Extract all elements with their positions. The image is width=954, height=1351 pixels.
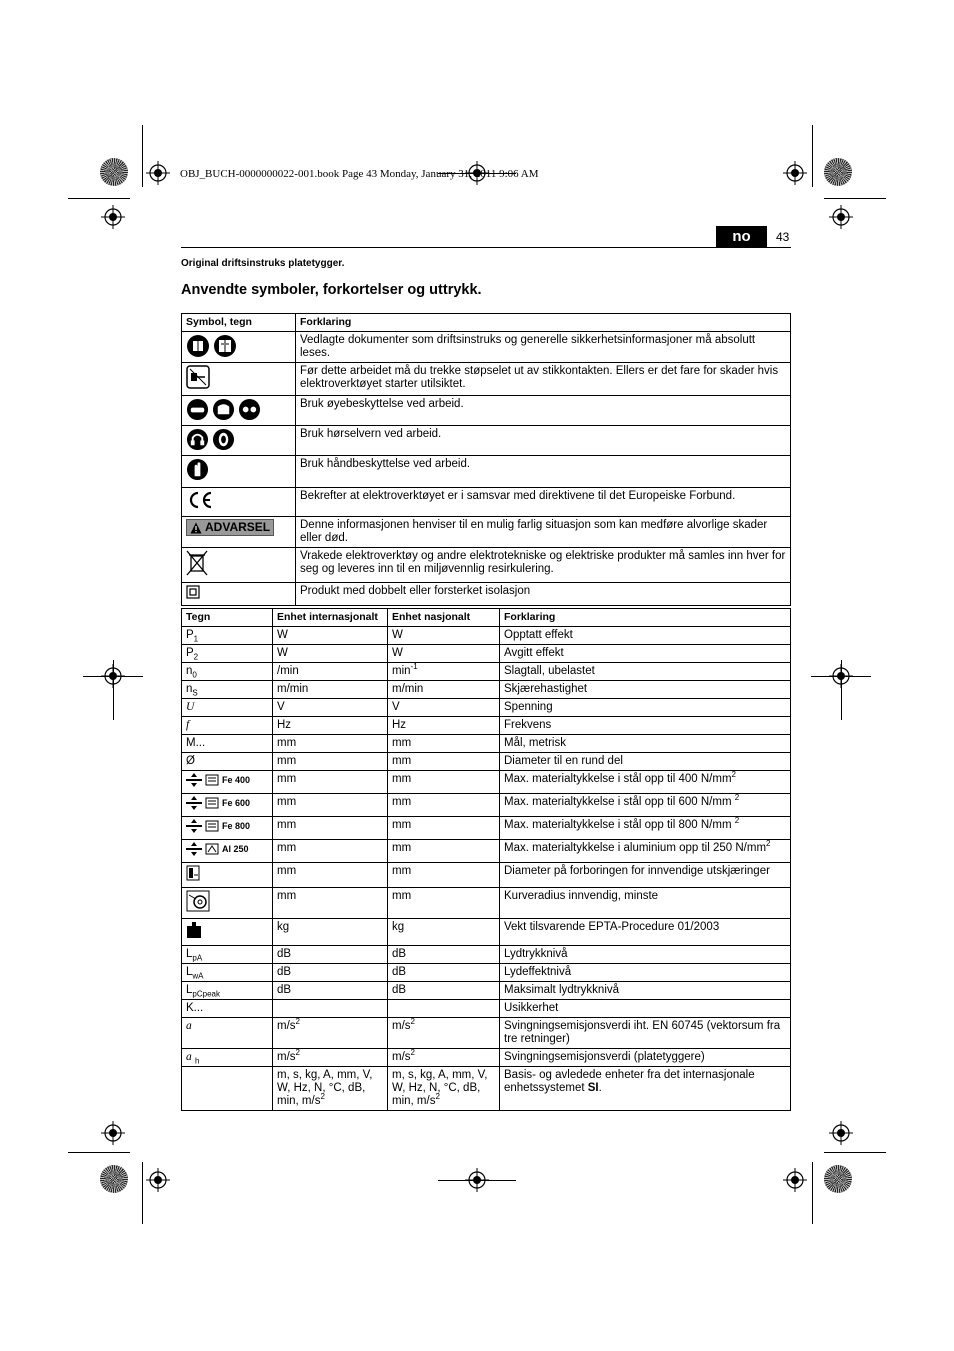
sign bbox=[182, 817, 273, 840]
sign-subscript: 0 bbox=[192, 670, 197, 680]
explanation: Bruk hørselvern ved arbeid. bbox=[296, 426, 791, 456]
unit-nat: mm bbox=[388, 753, 500, 771]
table-row bbox=[182, 396, 791, 426]
weee-bin-icon bbox=[186, 550, 208, 576]
warning-icon bbox=[190, 522, 202, 534]
table-row bbox=[182, 794, 791, 817]
sign-text: P bbox=[186, 647, 194, 659]
table-row bbox=[182, 332, 791, 363]
unit-text: m, s, kg, A, mm, V, W, Hz, N, °C, dB, min, m/s bbox=[392, 1069, 488, 1107]
explanation-superscript: 2 bbox=[734, 816, 740, 826]
unit-nat bbox=[388, 1000, 500, 1018]
ce-mark-icon bbox=[186, 490, 214, 510]
sign bbox=[182, 946, 273, 964]
unit-nat: m/min bbox=[388, 681, 500, 699]
table-row bbox=[182, 964, 791, 982]
explanation: Vekt tilsvarende EPTA-Procedure 01/2003 bbox=[500, 919, 791, 946]
explanation: Opptatt effekt bbox=[500, 627, 791, 645]
material-label: Fe 800 bbox=[222, 820, 251, 831]
registration-mark-icon bbox=[146, 161, 170, 185]
steel-sheet-icon bbox=[205, 819, 219, 833]
explanation: Kurveradius innvendig, minste bbox=[500, 888, 791, 919]
sign bbox=[182, 717, 273, 735]
table-row bbox=[182, 1067, 791, 1111]
curve-radius-icon bbox=[186, 890, 210, 912]
explanation: Skjærehastighet bbox=[500, 681, 791, 699]
unit-nat: dB bbox=[388, 946, 500, 964]
sign bbox=[182, 840, 273, 863]
sign-text: n bbox=[186, 683, 193, 695]
explanation: Maksimalt lydtrykknivå bbox=[500, 982, 791, 1000]
unit-nat bbox=[388, 1049, 500, 1067]
table-header-row bbox=[182, 314, 791, 332]
explanation bbox=[500, 794, 791, 817]
registration-mark-icon bbox=[465, 1168, 489, 1192]
table-row bbox=[182, 946, 791, 964]
unplug-icon bbox=[186, 365, 210, 389]
explanation: Avgitt effekt bbox=[500, 645, 791, 663]
table-row bbox=[182, 583, 791, 606]
material-label: Fe 600 bbox=[222, 797, 251, 808]
unit-intl: mm bbox=[273, 817, 388, 840]
ear-protection-icon bbox=[186, 428, 209, 451]
unit-superscript: 2 bbox=[410, 1048, 415, 1058]
table-row bbox=[182, 771, 791, 794]
explanation-text: Max. materialtykkelse i stål opp til 800 N/mm bbox=[504, 819, 735, 831]
explanation: Frekvens bbox=[500, 717, 791, 735]
double-insulation-icon bbox=[186, 585, 200, 599]
unit-superscript: 2 bbox=[320, 1092, 325, 1102]
sign-subscript: 1 bbox=[193, 634, 199, 644]
si-abbreviation: SI bbox=[587, 1082, 599, 1094]
column-header: Tegn bbox=[182, 609, 273, 627]
sign bbox=[182, 681, 273, 699]
unit-text: m/s bbox=[277, 1020, 296, 1032]
sign: Ø bbox=[182, 753, 273, 771]
explanation: Slagtall, ubelastet bbox=[500, 663, 791, 681]
unit-nat: V bbox=[388, 699, 500, 717]
explanation: Produkt med dobbelt eller forsterket isolasjon bbox=[296, 583, 791, 606]
explanation-text: Max. materialtykkelse i aluminium opp til 250 N/mm bbox=[504, 842, 767, 854]
sign-subscript: 2 bbox=[193, 652, 199, 662]
sign-text: f bbox=[186, 719, 190, 731]
explanation: Diameter til en rund del bbox=[500, 753, 791, 771]
steel-sheet-icon bbox=[205, 773, 219, 787]
thickness-icon bbox=[186, 773, 202, 787]
unit-nat: dB bbox=[388, 964, 500, 982]
language-badge: no bbox=[716, 226, 767, 248]
explanation-text: Basis- og avledede enheter fra det internasjonale enhetssystemet bbox=[504, 1069, 755, 1094]
sign bbox=[182, 771, 273, 794]
unit-intl: dB bbox=[273, 964, 388, 982]
registration-mark-icon bbox=[101, 664, 125, 688]
unit-nat: mm bbox=[388, 817, 500, 840]
unit-intl: mm bbox=[273, 840, 388, 863]
explanation: Svingningsemisjonsverdi iht. EN 60745 (vektorsum fra tre retninger) bbox=[500, 1018, 791, 1049]
unit-superscript: 2 bbox=[435, 1092, 440, 1102]
table-row bbox=[182, 363, 791, 396]
explanation: Denne informasjonen henviser til en mulig farlig situasjon som kan medføre alvorlige skader eller død. bbox=[296, 517, 791, 548]
symbols-table bbox=[181, 313, 791, 606]
sign-text: L bbox=[186, 984, 193, 996]
section-heading: Anvendte symboler, forkortelser og uttrykk. bbox=[181, 282, 482, 298]
table-row bbox=[182, 627, 791, 645]
unit-text: m, s, kg, A, mm, V, W, Hz, N, °C, dB, min, m/s bbox=[277, 1069, 373, 1107]
registration-mark-icon bbox=[101, 205, 125, 229]
explanation-end: . bbox=[598, 1082, 602, 1094]
unit-nat: mm bbox=[388, 863, 500, 888]
document-subtitle: Original driftsinstruks platetygger. bbox=[181, 258, 345, 269]
explanation-text: Max. materialtykkelse i stål opp til 600 N/mm bbox=[504, 796, 735, 808]
column-header: Enhet internasjonalt bbox=[273, 609, 388, 627]
unit-intl bbox=[273, 1000, 388, 1018]
unit-superscript: 2 bbox=[295, 1048, 300, 1058]
ear-protection-side-icon bbox=[212, 428, 235, 451]
table-row bbox=[182, 488, 791, 517]
sign-text: a bbox=[186, 1051, 192, 1063]
column-header: Forklaring bbox=[500, 609, 791, 627]
color-disc-icon bbox=[100, 158, 128, 186]
unit-nat: mm bbox=[388, 888, 500, 919]
book-info: OBJ_BUCH-0000000022-001.book Page 43 Monday, January 31, 2011 9:06 AM bbox=[180, 168, 539, 180]
table-row bbox=[182, 840, 791, 863]
explanation-superscript: 2 bbox=[734, 793, 740, 803]
unit-nat: Hz bbox=[388, 717, 500, 735]
table-row bbox=[182, 645, 791, 663]
unit-intl: mm bbox=[273, 753, 388, 771]
unit-nat: W bbox=[388, 645, 500, 663]
explanation: Svingningsemisjonsverdi (platetyggere) bbox=[500, 1049, 791, 1067]
unit-intl: m/min bbox=[273, 681, 388, 699]
goggles-icon bbox=[238, 398, 261, 421]
explanation: Lydtrykknivå bbox=[500, 946, 791, 964]
table-row bbox=[182, 817, 791, 840]
sign-subscript: wA bbox=[192, 971, 204, 981]
color-disc-icon bbox=[824, 158, 852, 186]
registration-mark-icon bbox=[783, 1168, 807, 1192]
sign-text: P bbox=[186, 629, 194, 641]
material-label: Al 250 bbox=[222, 843, 249, 854]
unit-intl: W bbox=[273, 645, 388, 663]
unit-intl: mm bbox=[273, 794, 388, 817]
table-row bbox=[182, 982, 791, 1000]
unit-intl: dB bbox=[273, 982, 388, 1000]
table-row bbox=[182, 1049, 791, 1067]
registration-mark-icon bbox=[101, 1121, 125, 1145]
unit-superscript: 2 bbox=[410, 1017, 415, 1027]
unit-nat: mm bbox=[388, 794, 500, 817]
explanation bbox=[500, 817, 791, 840]
manual-book-icon bbox=[213, 334, 237, 358]
weight-icon bbox=[186, 921, 202, 939]
explanation-superscript: 2 bbox=[766, 839, 771, 849]
unit-intl: W bbox=[273, 627, 388, 645]
sign bbox=[182, 699, 273, 717]
table-row bbox=[182, 1000, 791, 1018]
thickness-icon bbox=[186, 796, 202, 810]
sign: K... bbox=[182, 1000, 273, 1018]
registration-mark-icon bbox=[829, 664, 853, 688]
unit-superscript: -1 bbox=[410, 662, 418, 672]
sign-subscript: pCpeak bbox=[192, 989, 220, 999]
pre-drill-diameter-icon bbox=[186, 865, 200, 881]
explanation: Bekrefter at elektroverktøyet er i samsvar med direktivene til det Europeiske Forbund. bbox=[296, 488, 791, 517]
unit-nat bbox=[388, 663, 500, 681]
unit-intl bbox=[273, 1067, 388, 1111]
unit-nat: mm bbox=[388, 771, 500, 794]
sign bbox=[182, 964, 273, 982]
unit-text: m/s bbox=[392, 1051, 411, 1063]
unit-nat: dB bbox=[388, 982, 500, 1000]
sign bbox=[182, 1018, 273, 1049]
explanation: Diameter på forboringen for innvendige utskjæringer bbox=[500, 863, 791, 888]
table-row bbox=[182, 426, 791, 456]
unit-intl: Hz bbox=[273, 717, 388, 735]
unit-intl: mm bbox=[273, 735, 388, 753]
unit-nat: mm bbox=[388, 735, 500, 753]
unit-intl: /min bbox=[273, 663, 388, 681]
column-header: Forklaring bbox=[296, 314, 791, 332]
table-row bbox=[182, 548, 791, 583]
unit-intl bbox=[273, 1018, 388, 1049]
table-row bbox=[182, 681, 791, 699]
table-row bbox=[182, 888, 791, 919]
unit-intl: mm bbox=[273, 771, 388, 794]
explanation-superscript: 2 bbox=[731, 770, 736, 780]
explanation: Lydeffektnivå bbox=[500, 964, 791, 982]
unit-intl bbox=[273, 1049, 388, 1067]
unit-intl: mm bbox=[273, 863, 388, 888]
read-manual-icon bbox=[186, 334, 210, 358]
column-header: Symbol, tegn bbox=[182, 314, 296, 332]
explanation: Bruk øyebeskyttelse ved arbeid. bbox=[296, 396, 791, 426]
table-row bbox=[182, 663, 791, 681]
explanation: Mål, metrisk bbox=[500, 735, 791, 753]
sign bbox=[182, 645, 273, 663]
table-row bbox=[182, 517, 791, 548]
explanation: Vedlagte dokumenter som driftsinstruks og generelle sikkerhetsinformasjoner må absolutt leses. bbox=[296, 332, 791, 363]
column-header: Enhet nasjonalt bbox=[388, 609, 500, 627]
table-row bbox=[182, 699, 791, 717]
sign bbox=[182, 794, 273, 817]
unit-superscript: 2 bbox=[295, 1017, 300, 1027]
unit-intl: kg bbox=[273, 919, 388, 946]
sign-text: a bbox=[186, 1020, 192, 1032]
unit-text: min bbox=[392, 665, 411, 677]
sign-subscript: h bbox=[194, 1056, 200, 1066]
sign bbox=[182, 982, 273, 1000]
steel-sheet-icon bbox=[205, 796, 219, 810]
face-shield-icon bbox=[212, 398, 235, 421]
color-disc-icon bbox=[824, 1165, 852, 1193]
sign bbox=[182, 627, 273, 645]
explanation: Bruk håndbeskyttelse ved arbeid. bbox=[296, 456, 791, 488]
table-row bbox=[182, 919, 791, 946]
header-rule bbox=[181, 247, 791, 248]
explanation bbox=[500, 771, 791, 794]
explanation: Før dette arbeidet må du trekke støpselet ut av stikkontakten. Ellers er det fare for skader hvis elektroverktøyet starter utilsiktet. bbox=[296, 363, 791, 396]
material-label: Fe 400 bbox=[222, 774, 251, 785]
registration-mark-icon bbox=[783, 161, 807, 185]
unit-nat: mm bbox=[388, 840, 500, 863]
warning-label-text: ADVARSEL bbox=[205, 520, 271, 534]
explanation-text: Max. materialtykkelse i stål opp til 400 N/mm bbox=[504, 773, 732, 785]
units-table bbox=[181, 608, 791, 1111]
unit-intl: dB bbox=[273, 946, 388, 964]
unit-text: m/s bbox=[277, 1051, 296, 1063]
eye-protection-icon bbox=[186, 398, 209, 421]
sign-text: L bbox=[186, 966, 193, 978]
sign-subscript: S bbox=[192, 688, 198, 698]
registration-mark-icon bbox=[146, 1168, 170, 1192]
unit-nat: kg bbox=[388, 919, 500, 946]
sign-subscript: pA bbox=[192, 953, 203, 963]
explanation: Vrakede elektroverktøy og andre elektrotekniske og elektriske produkter må samles inn hver for seg og leveres inn til en miljøvennlig resirkulering. bbox=[296, 548, 791, 583]
sign bbox=[182, 1049, 273, 1067]
table-row bbox=[182, 1018, 791, 1049]
unit-nat bbox=[388, 1018, 500, 1049]
table-header-row bbox=[182, 609, 791, 627]
unit-intl: mm bbox=[273, 888, 388, 919]
unit-text: m/s bbox=[392, 1020, 411, 1032]
aluminium-sheet-icon bbox=[205, 842, 219, 856]
registration-mark-icon bbox=[829, 205, 853, 229]
color-disc-icon bbox=[100, 1165, 128, 1193]
table-row bbox=[182, 753, 791, 771]
unit-nat: W bbox=[388, 627, 500, 645]
explanation bbox=[500, 840, 791, 863]
sign-text: L bbox=[186, 948, 193, 960]
table-row bbox=[182, 456, 791, 488]
warning-label bbox=[186, 519, 274, 536]
page-number: 43 bbox=[776, 230, 790, 244]
thickness-icon bbox=[186, 819, 202, 833]
table-row bbox=[182, 717, 791, 735]
sign bbox=[182, 663, 273, 681]
sign bbox=[182, 1067, 273, 1111]
table-row bbox=[182, 735, 791, 753]
explanation bbox=[500, 1067, 791, 1111]
unit-intl: V bbox=[273, 699, 388, 717]
thickness-icon bbox=[186, 842, 202, 856]
hand-protection-icon bbox=[186, 458, 209, 481]
sign-text: U bbox=[186, 701, 195, 713]
sign-text: n bbox=[186, 665, 193, 677]
sign: M... bbox=[182, 735, 273, 753]
table-row bbox=[182, 863, 791, 888]
explanation: Usikkerhet bbox=[500, 1000, 791, 1018]
unit-nat bbox=[388, 1067, 500, 1111]
registration-mark-icon bbox=[829, 1121, 853, 1145]
explanation: Spenning bbox=[500, 699, 791, 717]
